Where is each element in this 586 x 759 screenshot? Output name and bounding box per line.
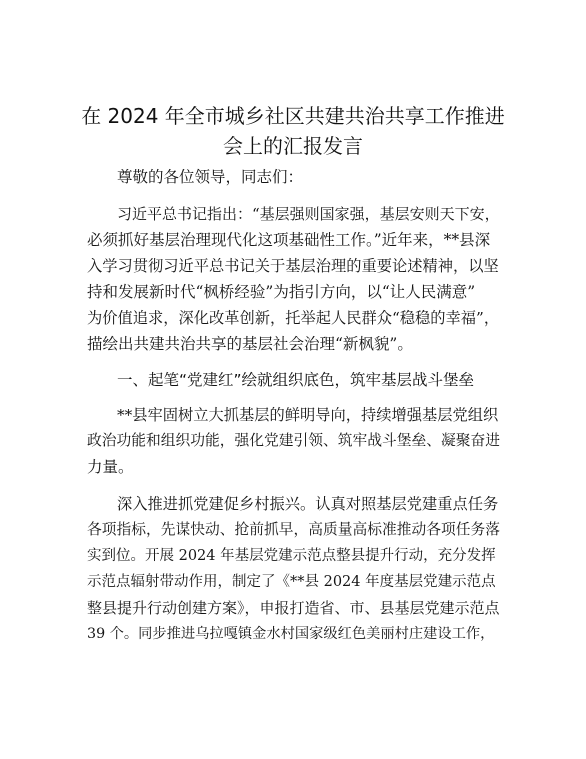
paragraph-1-line: 为价值追求，深化改革创新，托举起人民群众“稳稳的幸福”， bbox=[87, 309, 500, 327]
paragraph-1-line: 持和发展新时代“枫桥经验”为指引方向，以“让人民满意” bbox=[87, 283, 476, 301]
paragraph-1-line: 必须抓好基层治理现代化这项基础性工作。”近年来，**县深 bbox=[87, 231, 491, 249]
paragraph-3-line: 示范点辐射带动作用，制定了《**县 2024 年度基层党建示范点 bbox=[87, 574, 496, 590]
paragraph-1-line: 习近平总书记指出：“基层强则国家强，基层安则天下安， bbox=[117, 205, 500, 223]
paragraph-3-line: 实到位。开展 2024 年基层党建示范点整县提升行动，充分发挥 bbox=[87, 548, 496, 564]
paragraph-2-line: **县牢固树立大抓基层的鲜明导向，持续增强基层党组织 bbox=[117, 406, 499, 424]
paragraph-2-line: 政治功能和组织功能，强化党建引领、筑牢战斗堡垒、凝聚奋进 bbox=[87, 432, 500, 449]
document-title-line-1: 在 2024 年全市城乡社区共建共治共享工作推进 bbox=[81, 104, 505, 128]
paragraph-2-line: 力量。 bbox=[87, 458, 134, 476]
paragraph-1-line: 入学习贯彻习近平总书记关于基层治理的重要论述精神，以坚 bbox=[87, 257, 499, 275]
paragraph-3-line: 深入推进抓党建促乡村振兴。认真对照基层党建重点任务 bbox=[117, 495, 499, 513]
section-heading: 一、起笔“党建红”绘就组织底色，筑牢基层战斗堡垒 bbox=[117, 371, 475, 389]
paragraph-3-line: 39 个。同步推进乌拉嘎镇金水村国家级红色美丽村庄建设工作， bbox=[87, 626, 495, 642]
salutation: 尊敬的各位领导，同志们： bbox=[117, 168, 304, 186]
paragraph-1-line: 描绘出共建共治共享的基层社会治理“新枫貌”。 bbox=[87, 335, 413, 353]
paragraph-3-line: 整县提升行动创建方案》，申报打造省、市、县基层党建示范点 bbox=[87, 599, 500, 617]
document-title-line-2: 会上的汇报发言 bbox=[223, 134, 363, 158]
paragraph-3-line: 各项指标，先谋快动、抢前抓早，高质量高标准推动各项任务落 bbox=[87, 521, 500, 538]
